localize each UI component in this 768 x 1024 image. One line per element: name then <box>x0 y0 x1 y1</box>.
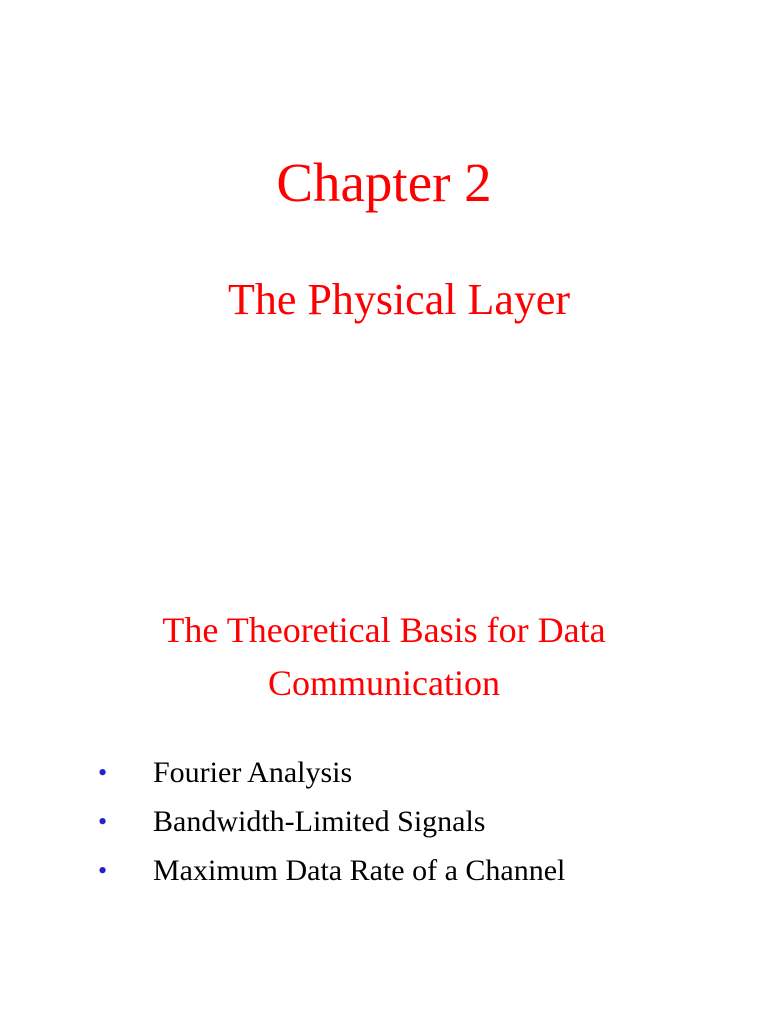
bullet-icon: • <box>98 758 108 787</box>
slide-subtitle: The Physical Layer <box>227 275 571 324</box>
bullet-text: Maximum Data Rate of a Channel <box>153 854 566 887</box>
bullet-text: Bandwidth-Limited Signals <box>153 805 486 838</box>
bullet-icon: • <box>98 856 108 885</box>
section-heading-line-1: The Theoretical Basis for Data <box>162 610 606 650</box>
bullet-text: Fourier Analysis <box>153 756 353 789</box>
section-heading-line-2: Communication <box>268 663 500 703</box>
section-heading <box>0 604 768 710</box>
chapter-title: Chapter 2 <box>276 152 492 213</box>
bullet-icon: • <box>98 807 108 836</box>
